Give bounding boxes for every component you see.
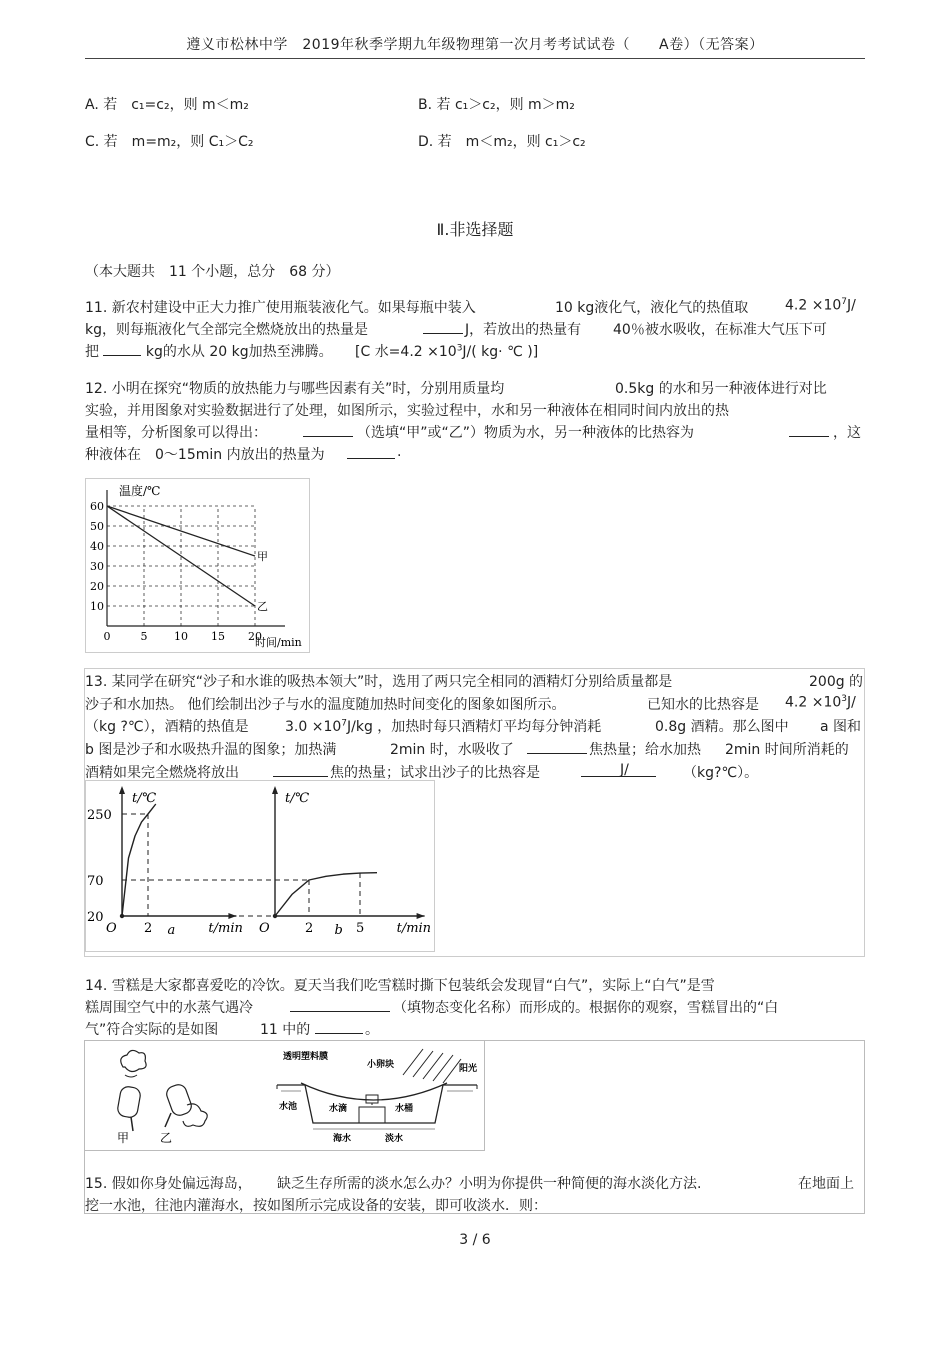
y-tick-label: 20 <box>87 910 104 925</box>
chart-xlabel: t/min <box>396 921 432 936</box>
q12-text: . <box>397 444 402 460</box>
page-number: 3 / 6 <box>459 1232 491 1248</box>
heating-curve <box>122 804 156 916</box>
label-bucket: 水桶 <box>395 1104 414 1114</box>
q12-text: ，这 <box>833 425 861 441</box>
q14-line-2 <box>85 997 779 1017</box>
q11-line-2 <box>85 319 827 339</box>
q13-text: 已知水的比热容是 <box>647 697 759 713</box>
answer-blank[interactable] <box>103 341 141 356</box>
q14-line-3 <box>85 1019 379 1039</box>
q13-text: b 图是沙子和水吸热升温的图象；加热满 <box>85 742 337 758</box>
label-pool: 水池 <box>279 1102 298 1112</box>
q12-text: （选填“甲”或“乙”）物质为水，另一种液体的比热容为 <box>357 425 695 441</box>
chart-origin: O <box>106 921 117 936</box>
desalination-figure <box>275 1045 480 1145</box>
section-note: （本大题共 11 个小题，总分 68 分） <box>85 264 340 280</box>
q11-text: [C 水$=4.2 \times 10^3J/$( kg· ℃ )] <box>355 343 539 360</box>
cooling-chart <box>85 478 310 653</box>
q13-text: 200g 的 <box>809 674 864 690</box>
chart-ylabel: t/℃ <box>132 791 157 806</box>
q14-text: 11 中的 <box>260 1022 311 1038</box>
answer-blank[interactable] <box>423 319 463 334</box>
q13-line-1 <box>85 671 864 691</box>
option-b: B. 若 c₁＞c₂，则 m＞m₂ <box>418 97 575 113</box>
q15-line-1 <box>85 1173 854 1193</box>
label-jia: 甲 <box>117 1131 130 1145</box>
q11-text: 40％被水吸收，在标准大气压下可 <box>613 322 827 338</box>
answer-blank[interactable] <box>315 1019 363 1034</box>
x-tick-label: 2 <box>144 921 153 936</box>
page-header: 遵义市松林中学 2019年秋季学期九年级物理第一次月考考试试卷（ A卷）（无答案） <box>186 37 764 53</box>
q12-line-1 <box>85 378 827 398</box>
q13-text: 2min 时，水吸收了 <box>390 742 514 758</box>
y-tick-label: 70 <box>87 874 104 889</box>
q12-text: 0.5kg 的水和另一种液体进行对比 <box>615 381 827 397</box>
answer-blank[interactable] <box>527 739 587 754</box>
q14-text: （填物态变化名称）而形成的。根据你的观察，雪糕冒出的“白 <box>393 1000 779 1016</box>
q11-text: 把 <box>85 344 99 360</box>
option-a: A. 若 c₁=c₂，则 m＜m₂ <box>85 97 249 113</box>
series-label: 甲 <box>257 550 268 563</box>
q13-line-2 <box>85 694 856 714</box>
label-film: 透明塑料膜 <box>283 1052 329 1062</box>
q15-line-2: 挖一水池，往池内灌海水，按如图所示完成设备的安装，即可收淡水．则： <box>85 1198 547 1214</box>
y-axis-arrow <box>272 786 278 794</box>
q13-text: 焦热量；给水加热 <box>589 742 701 758</box>
chart-ylabel: t/℃ <box>285 791 310 806</box>
label-freshwater: 淡水 <box>385 1134 404 1144</box>
q13-text: 0.8g 酒精。那么图中 <box>655 719 789 735</box>
answer-blank[interactable] <box>303 422 353 437</box>
x-tick-label: 0 <box>103 630 111 643</box>
q12-text: 种液体在 0～15min 内放出的热量为 <box>85 447 325 463</box>
chart-title: a <box>167 923 176 938</box>
q13-text: a 图和 <box>820 719 862 735</box>
q13-line-3 <box>85 716 862 736</box>
q11-line-1 <box>85 297 856 317</box>
q15-text: 15. 假如你身处偏远海岛， <box>85 1176 252 1192</box>
answer-blank[interactable] <box>789 422 829 437</box>
q14-line-1: 14. 雪糕是大家都喜爱吃的冷饮。夏天当我们吃雪糕时撕下包装纸会发现冒“白气”，实际上“白气”是雪 <box>85 978 715 994</box>
y-tick-label: 250 <box>87 808 112 823</box>
answer-blank[interactable] <box>273 762 328 777</box>
label-drop: 水滴 <box>329 1104 348 1114</box>
y-tick-label: 10 <box>90 600 104 613</box>
option-c: C. 若 m=m₂，则 C₁＞C₂ <box>85 134 254 150</box>
q14-text: 。 <box>365 1022 379 1038</box>
q13-text: 13. 某同学在研究“沙子和水谁的吸热本领大”时，选用了两只完全相同的酒精灯分别给质量都是 <box>85 674 673 690</box>
q15-text: 缺乏生存所需的淡水怎么办？小明为你提供一种简便的海水淡化方法. <box>277 1176 702 1192</box>
q13-text: 酒精如果完全燃烧将放出 <box>85 765 239 781</box>
q11-line-3 <box>85 341 539 361</box>
q12-text: 量相等，分析图象可以得出： <box>85 425 267 441</box>
q12-text: 12. 小明在探究“物质的放热能力与哪些因素有关”时，分别用质量均 <box>85 381 505 397</box>
q14-text: 糕周围空气中的水蒸气遇冷 <box>85 1000 253 1016</box>
q12-line-4 <box>85 444 402 464</box>
q11-text: J，若放出的热量有 <box>465 322 582 338</box>
chart-xlabel: 时间/min <box>255 636 302 649</box>
answer-blank[interactable] <box>581 762 656 777</box>
label-block: 小卵块 <box>367 1060 395 1070</box>
option-d: D. 若 m＜m₂，则 c₁＞c₂ <box>418 134 586 150</box>
q15-text: 在地面上 <box>798 1176 854 1192</box>
y-tick-label: 50 <box>90 520 104 533</box>
chart-xlabel: t/min <box>208 921 243 936</box>
q14-text: 气”符合实际的是如图 <box>85 1022 219 1038</box>
q11-text: 11. 新农村建设中正大力推广使用瓶装液化气。如果每瓶中装入 <box>85 300 476 316</box>
chart-origin: O <box>259 921 270 936</box>
popsicle-jia <box>117 1050 147 1131</box>
q13-text: （kg?℃）。 <box>683 765 759 781</box>
y-tick-label: 40 <box>90 540 104 553</box>
label-seawater: 海水 <box>333 1134 352 1144</box>
label-yi: 乙 <box>160 1131 173 1145</box>
q13-text: 焦的热量；试求出沙子的比热容是 <box>330 765 540 781</box>
q13-line-5 <box>85 762 759 782</box>
x-tick-label: 10 <box>174 630 188 643</box>
q13-line-4 <box>85 739 849 759</box>
chart-ylabel: 温度/℃ <box>119 484 161 498</box>
answer-blank[interactable] <box>347 444 395 459</box>
x-tick-label: 2 <box>305 921 314 936</box>
heating-charts <box>85 780 435 952</box>
q13-text: 沙子和水加热。 他们绘制出沙子与水的温度随加热时间变化的图象如图所示。 <box>85 697 566 713</box>
series-line-1 <box>107 506 255 556</box>
q12-line-2: 实验，并用图象对实验数据进行了处理，如图所示，实验过程中，水和另一种液体在相同时间内放出的热 <box>85 403 729 419</box>
q13-text: J/ <box>620 762 629 778</box>
y-tick-label: 30 <box>90 560 104 573</box>
x-tick-label: 20 <box>248 630 262 643</box>
q13-text: （kg ?℃），酒精的热值是 <box>85 719 249 735</box>
popsicle-figure <box>95 1045 225 1145</box>
y-tick-label: 60 <box>90 500 104 513</box>
x-axis-arrow <box>417 913 425 919</box>
x-tick-label: 15 <box>211 630 225 643</box>
q11-text: 10 kg液化气，液化气的热值取 <box>555 300 749 316</box>
q12-line-3 <box>85 422 861 442</box>
x-tick-label: 5 <box>356 921 365 936</box>
q11-text: $4.2 \times 10^7J/$ <box>785 297 856 314</box>
answer-blank[interactable] <box>290 997 390 1012</box>
header-rule <box>85 58 865 59</box>
chart-title: b <box>334 923 343 938</box>
y-tick-label: 20 <box>90 580 104 593</box>
label-sun: 阳光 <box>459 1064 478 1074</box>
q11-text: kg，则每瓶液化气全部完全燃烧放出的热量是 <box>85 322 368 338</box>
heating-curve <box>275 873 377 916</box>
q13-text: 2min 时间所消耗的 <box>725 742 849 758</box>
q13-text: $4.2 \times 10^3J/$ <box>785 694 856 711</box>
q13-text: $3.0 \times 10^7J/kg$ ，加热时每只酒精灯平均每分钟消耗 <box>285 718 602 735</box>
x-tick-label: 5 <box>140 630 148 643</box>
q11-text: kg的水从 20 kg加热至沸腾。 <box>145 344 333 360</box>
y-axis-arrow <box>119 786 125 794</box>
popsicle-yi <box>164 1082 207 1127</box>
series-label: 乙 <box>257 600 268 613</box>
section-title: Ⅱ.非选择题 <box>436 220 514 239</box>
